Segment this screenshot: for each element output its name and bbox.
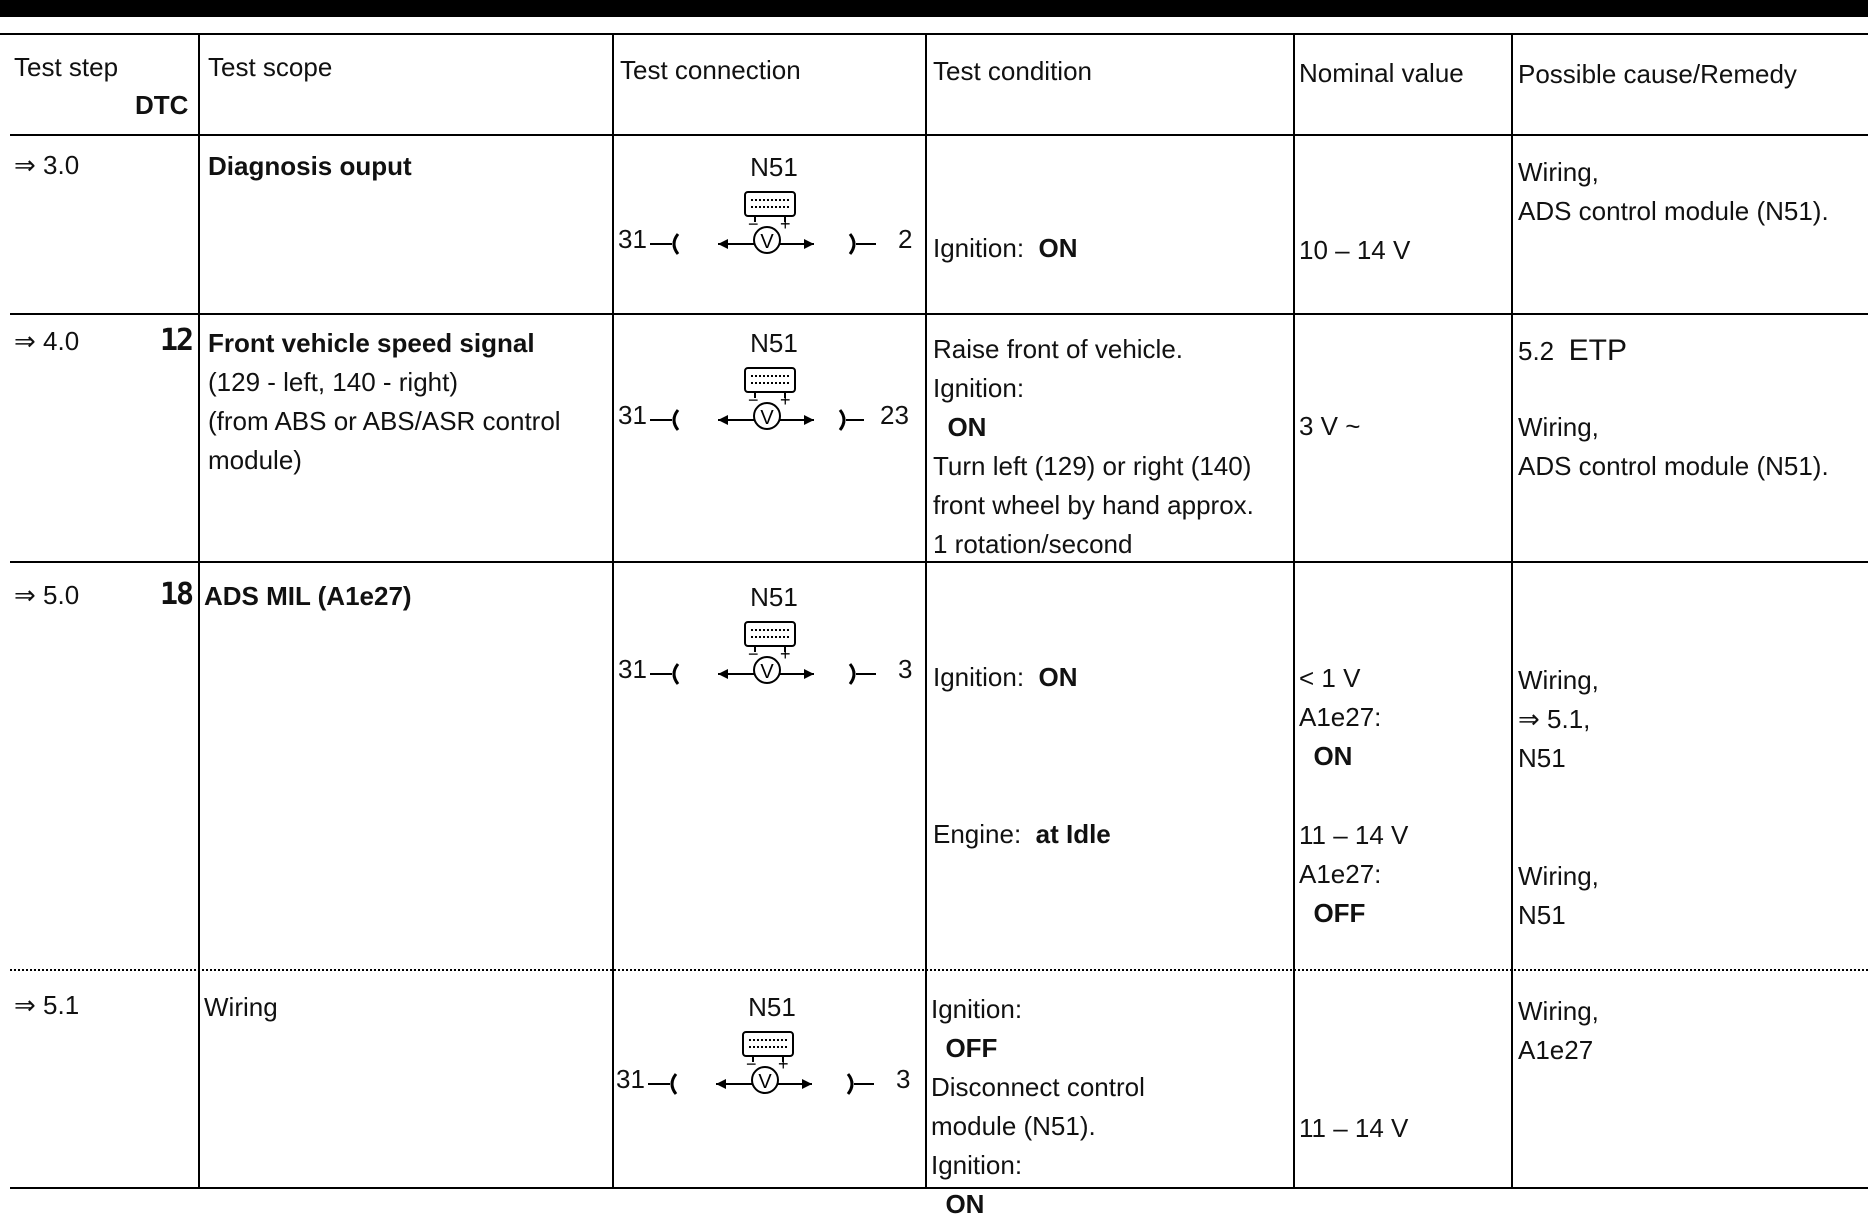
row1-nominal: 10 – 14 V bbox=[1299, 235, 1411, 265]
row2-step: ⇒ 4.0 bbox=[14, 326, 80, 356]
connector-label: N51 bbox=[750, 152, 798, 182]
row2-cause-ref: 5.2 ETP bbox=[1518, 334, 1627, 367]
svg-text:V: V bbox=[760, 231, 774, 253]
connector-label: N51 bbox=[750, 328, 798, 358]
row4-condition: Ignition: OFF Disconnect control module (N51). Ignition: ON bbox=[931, 994, 1145, 1219]
row1-condition bbox=[933, 229, 1078, 268]
svg-text:+: + bbox=[780, 644, 791, 664]
pin-left: 31 bbox=[618, 400, 647, 430]
svg-text:−: − bbox=[748, 390, 759, 410]
svg-text:+: + bbox=[780, 390, 791, 410]
row-rule-dotted bbox=[10, 969, 1868, 971]
condition-label: Ignition: bbox=[933, 233, 1025, 263]
header-test-scope: Test scope bbox=[208, 52, 333, 82]
pin-left: 31 bbox=[616, 1064, 645, 1094]
row3-condition: Ignition: ON bbox=[933, 662, 1078, 692]
svg-text:+: + bbox=[780, 214, 791, 234]
condition-value: ON bbox=[1038, 233, 1078, 263]
voltmeter-connector-icon bbox=[614, 328, 924, 448]
col-rule-1 bbox=[198, 33, 200, 1189]
row2-nominal: 3 V ~ bbox=[1299, 411, 1361, 441]
voltmeter-connector-icon bbox=[612, 992, 922, 1112]
pin-right: 3 bbox=[896, 1064, 911, 1094]
row3-cause-2: Wiring, N51 bbox=[1518, 861, 1599, 930]
pin-right: 2 bbox=[898, 224, 913, 254]
svg-text:−: − bbox=[746, 1054, 757, 1074]
row-rule-1 bbox=[10, 313, 1868, 315]
svg-text:−: − bbox=[748, 644, 759, 664]
row2-scope: Front vehicle speed signal (129 - left, 140 - right) (from ABS or ABS/ASR control module) bbox=[208, 328, 561, 475]
svg-text:V: V bbox=[760, 407, 774, 429]
row2-condition: Raise front of vehicle. Ignition: ON Turn left (129) or right (140) front wheel by hand approx. 1 rotation/second bbox=[933, 334, 1254, 559]
row4-scope: Wiring bbox=[204, 992, 278, 1022]
col-rule-4 bbox=[1293, 33, 1295, 1189]
svg-text:V: V bbox=[760, 661, 774, 683]
row3-step: ⇒ 5.0 bbox=[14, 580, 80, 610]
svg-text:−: − bbox=[748, 214, 759, 234]
row3-cause: Wiring, ⇒ 5.1, N51 bbox=[1518, 665, 1599, 773]
row1-connection bbox=[614, 152, 924, 272]
row4-cause: Wiring, A1e27 bbox=[1518, 996, 1599, 1065]
connector-label: N51 bbox=[750, 582, 798, 612]
row3-nominal: < 1 V A1e27: ON bbox=[1299, 663, 1382, 771]
col-rule-5 bbox=[1511, 33, 1513, 1189]
row3-connection bbox=[614, 582, 924, 702]
pin-right: 23 bbox=[880, 400, 909, 430]
row4-connection bbox=[612, 992, 922, 1112]
row3-condition-2: Engine: at Idle bbox=[933, 819, 1111, 849]
top-rule bbox=[0, 0, 1868, 17]
row4-nominal: 11 – 14 V bbox=[1299, 1113, 1409, 1143]
row2-connection bbox=[614, 328, 924, 448]
row4-step: ⇒ 5.1 bbox=[14, 990, 80, 1020]
row1-step: ⇒ 3.0 bbox=[14, 150, 80, 180]
row3-scope-title: ADS MIL (A1e27) bbox=[204, 581, 412, 611]
header-test-connection: Test connection bbox=[620, 55, 801, 85]
header-dtc: DTC bbox=[135, 90, 189, 120]
header-bottom-rule bbox=[10, 134, 1868, 136]
row1-cause: Wiring, ADS control module (N51). bbox=[1518, 157, 1829, 226]
row3-dtc: 18 bbox=[160, 577, 193, 612]
row3-nominal-2: 11 – 14 V A1e27: OFF bbox=[1299, 820, 1409, 928]
header-top-rule bbox=[0, 33, 1868, 35]
row2-dtc: 12 bbox=[160, 323, 193, 358]
voltmeter-connector-icon bbox=[614, 152, 924, 272]
col-rule-3 bbox=[925, 33, 927, 1189]
pin-right: 3 bbox=[898, 654, 913, 684]
header-test-step: Test step bbox=[14, 52, 119, 82]
svg-text:+: + bbox=[778, 1054, 789, 1074]
voltmeter-connector-icon bbox=[614, 582, 924, 702]
row2-cause: Wiring, ADS control module (N51). bbox=[1518, 412, 1829, 481]
header-test-condition: Test condition bbox=[933, 56, 1092, 86]
header-possible-cause: Possible cause/Remedy bbox=[1518, 59, 1797, 89]
row1-scope-title: Diagnosis ouput bbox=[208, 151, 412, 181]
pin-left: 31 bbox=[618, 224, 647, 254]
header-nominal-value: Nominal value bbox=[1299, 58, 1464, 88]
connector-label: N51 bbox=[748, 992, 796, 1022]
svg-text:V: V bbox=[758, 1071, 772, 1093]
pin-left: 31 bbox=[618, 654, 647, 684]
